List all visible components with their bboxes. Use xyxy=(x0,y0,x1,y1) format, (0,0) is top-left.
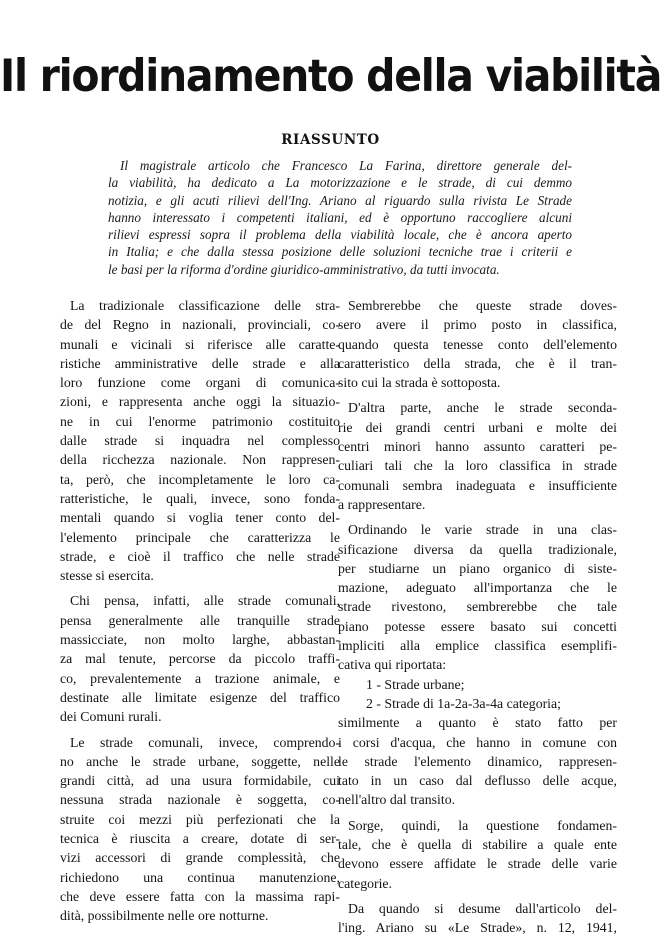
text-line: tale, che è quella di stabilire a quale ente xyxy=(338,837,617,853)
abstract-line: Il magistrale articolo che Francesco La Farina, direttore generale del- xyxy=(120,158,572,173)
text-line: za mal tenute, percorse da piccolo traffi- xyxy=(60,651,340,667)
text-line: i corsi d'acqua, che hanno in comune con xyxy=(338,734,617,750)
text-line: strade rivestono, sembrerebbe che tale xyxy=(338,599,617,615)
text-line: le strade l'elemento dinamico, rappresen- xyxy=(338,753,617,769)
text-line: pensa generalmente alle tranquille strade xyxy=(60,612,340,628)
text-line: Chi pensa, infatti, alle strade comunali, xyxy=(70,593,340,609)
text-line: sificazione diversa da quella tradizionale, xyxy=(338,541,617,557)
text-line: della ricchezza nazionale. Non rappresen- xyxy=(60,452,340,468)
text-line: munali e vicinali si riferisce alle caratte- xyxy=(60,336,340,352)
text-line: rie dei grandi centri urbani e molte dei xyxy=(338,419,617,435)
text-line: devono essere affidate le strade delle varie xyxy=(338,856,617,872)
article-title: Il riordinamento della viabilità xyxy=(0,50,661,102)
abstract-text xyxy=(108,157,572,278)
text-line: a rappresentare. xyxy=(338,496,426,512)
text-line: per studiarne un piano organico di siste- xyxy=(338,560,617,576)
text-line: mentali quando si voglia tener conto del- xyxy=(60,510,340,526)
abstract-line: in Italia; e che dalla stessa posizione delle soluzioni tecniche trae i criterii e xyxy=(108,244,572,260)
text-line: mazione, adeguato all'importanza che le xyxy=(338,580,617,596)
text-line: richiedono una continua manutenzione, xyxy=(60,869,340,885)
text-line: quando questa tenesse conto dell'elemento xyxy=(338,336,617,352)
text-line: piano potesse essere basato sui concetti xyxy=(338,618,617,634)
abstract-line: notizia, e gli acuti rilievi dell'Ing. Ariano al riguardo sulla rivista Le Strade xyxy=(108,192,572,208)
text-line: tecnica è riuscita a creare, dotate di ser- xyxy=(60,831,340,847)
text-line: ne in cui l'enorme patrimonio costituito xyxy=(60,413,340,429)
text-line: 2 - Strade di 1a-2a-3a-4a categoria; xyxy=(366,695,561,711)
text-line: co, prevalentemente a trazione animale, e xyxy=(60,670,340,686)
text-line: nessuna strada nazionale è soggetta, co- xyxy=(60,792,340,808)
text-line: tato in un caso dal deflusso delle acque, xyxy=(338,773,617,789)
text-line: culiari tali che la loro classifica in strade xyxy=(338,458,617,474)
text-line: categorie. xyxy=(338,875,393,891)
text-line: sito cui la strada è sottoposta. xyxy=(338,375,501,391)
text-line: Da quando si desume dall'articolo del- xyxy=(348,900,617,916)
text-line: stesse si esercita. xyxy=(60,568,154,584)
abstract-line: le basi per la riforma d'ordine giuridico-amministrativo, da tutti invocata. xyxy=(108,261,500,277)
text-line: ristiche amministrative delle strade e alla xyxy=(60,355,340,371)
text-line: Ordinando le varie strade in una clas- xyxy=(348,522,617,538)
text-line: nell'altro dal transito. xyxy=(338,792,456,808)
text-line: similmente a quanto è stato fatto per xyxy=(338,715,617,731)
abstract-line: hanno interessato i competenti italiani, ed è opportuno raccogliere alcuni xyxy=(108,209,572,225)
text-line: sero avere il primo posto in classifica, xyxy=(338,317,617,333)
text-line: impliciti alla emplice classifica esemplifi- xyxy=(338,638,617,654)
left-column xyxy=(60,296,340,926)
text-line: struite coi mezzi più perfezionati che la xyxy=(60,811,340,827)
text-line: grandi città, ad una usura formidabile, cui xyxy=(60,773,340,789)
text-line: vizi accessori di grande complessità, che xyxy=(60,850,340,866)
text-line: no anche le strade urbane, soggette, nelle xyxy=(60,753,340,769)
text-line: ratteristiche, le quali, invece, sono fonda- xyxy=(60,490,340,506)
text-line: Le strade comunali, invece, comprendo- xyxy=(70,734,340,750)
abstract-line: rilievi espressi sopra il problema della viabilità locale, che è ancora aperto xyxy=(108,227,572,243)
text-line: de del Regno in nazionali, provinciali, co- xyxy=(60,317,340,333)
text-line: l'ing. Ariano su «Le Strade», n. 12, 1941, xyxy=(338,920,617,936)
abstract-line: la viabilità, ha dedicato a La motorizzazione e le strade, di cui demmo xyxy=(108,175,572,191)
text-line: l'elemento principale che caratterizza le xyxy=(60,529,340,545)
text-line: 1 - Strade urbane; xyxy=(366,676,465,692)
text-line: Sembrerebbe che queste strade doves- xyxy=(348,298,617,313)
text-line: centri minori hanno assunto caratteri pe- xyxy=(338,439,617,455)
text-line: dei Comuni rurali. xyxy=(60,709,162,725)
text-line: massicciate, non molto larghe, abbastan- xyxy=(60,632,340,648)
text-line: D'altra parte, anche le strade seconda- xyxy=(348,400,617,416)
text-line: dità, possibilmente nelle ore notturne. xyxy=(60,908,269,924)
text-line: ta, però, che incompletamente le loro ca- xyxy=(60,471,340,487)
right-column xyxy=(338,296,617,938)
text-line: Sorge, quindi, la questione fondamen- xyxy=(348,817,617,833)
abstract-heading: RIASSUNTO xyxy=(281,132,380,148)
text-line: dalle strade si inquadra nel complesso xyxy=(60,433,340,449)
text-line: che deve essere fatta con la massima rapi- xyxy=(60,888,340,904)
text-line: destinate alle limitate esigenze del traffico xyxy=(60,689,340,705)
text-line: strade, e cioè il traffico che nelle strade xyxy=(60,548,340,564)
text-line: comunali sembra inadeguata e insufficiente xyxy=(338,477,617,493)
text-line: caratteristico della strada, che è il tran- xyxy=(338,355,617,371)
text-line: La tradizionale classificazione delle stra- xyxy=(70,298,340,313)
text-line: loro funzione come organi di comunica- xyxy=(60,375,340,391)
text-line: zioni, e rappresenta anche oggi la situazio- xyxy=(60,394,340,410)
text-line: cativa qui riportata: xyxy=(338,657,447,673)
